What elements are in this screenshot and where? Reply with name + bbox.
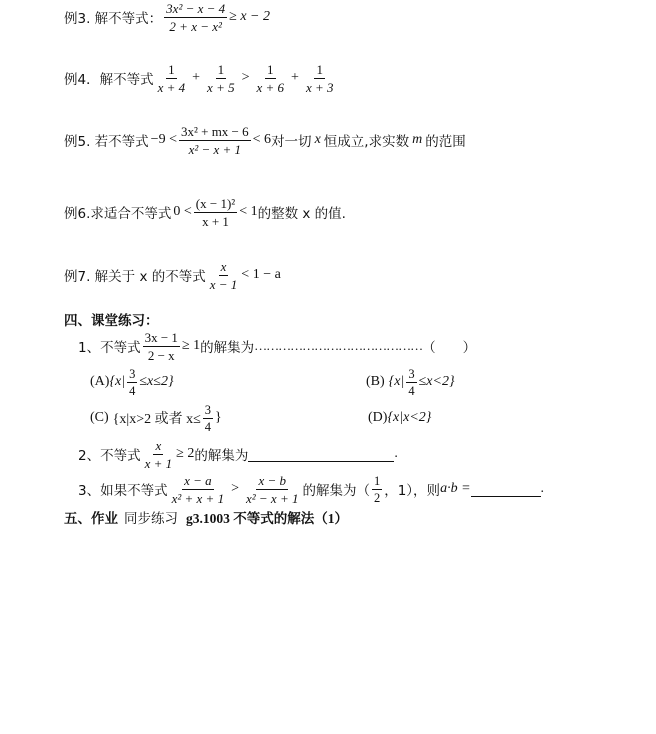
example-3-rhs: ≥ x − 2 [229, 9, 271, 24]
dotted-leader: …………………………………… [254, 338, 423, 353]
exercise-2: 2、不等式 $\frac{x}{x + 1}$ ≥ 2 的解集为 . [78, 437, 398, 471]
answer-blank-3[interactable] [471, 482, 541, 497]
example-3-label: 例3. 解不等式： [64, 11, 163, 27]
exercise-2-fraction: $\frac{x}{x + 1}$ [144, 437, 173, 471]
answer-blank-2[interactable] [248, 447, 394, 462]
exercise-3-fraction-1: $\frac{x - a}{\text{x² + x + 1}}$ [171, 472, 225, 506]
option-b: (B) {x| $\frac{3}{4}$ ≤x<2} [366, 366, 455, 398]
example-3-fraction: $\frac{\text{3x² − x − 4}}{\text{2 + x − x²}}$ [166, 0, 226, 34]
one-half: $\frac{1}{2}$ [373, 473, 381, 505]
example-3 [64, 0, 270, 34]
example-4-term-1: $\frac{1}{x + 4}$ [157, 61, 186, 95]
section-4-title: 四、课堂练习： [64, 313, 159, 329]
example-5-fraction: $\frac{\text{3x² + mx − 6}}{\text{x² − x + 1}}$ [180, 123, 249, 157]
example-4-term-2: $\frac{1}{x + 5}$ [207, 61, 235, 95]
example-4-label: 例4．解不等式 [64, 72, 154, 88]
example-4-term-3: $\frac{1}{x + 6}$ [256, 61, 285, 95]
exercise-1-fraction: $\frac{3x - 1}{2 - x}$ [144, 329, 178, 363]
option-d: (D) {x|x<2} [368, 410, 432, 425]
exercise-3: 3、如果不等式 $\frac{x - a}{\text{x² + x + 1}}$ > $\frac{x - b}{\text{x² − x + 1}}$ 的解集为（ $\frac{1}{2}$ ，1），则 a·b = . [78, 472, 545, 506]
exercise-1: 1、不等式 $\frac{3x - 1}{2 - x}$ ≥ 1 的解集为 …………………………………… （ ） [78, 329, 477, 363]
section-5-code: g3.1003 不等式的解法（1） [186, 511, 348, 526]
option-a: (A) {x| $\frac{3}{4}$ ≤x≤2} [90, 366, 174, 398]
example-5: 例5. 若不等式 −9 < $\frac{\text{3x² + mx − 6}}{\text{x² − x + 1}}$ < 6 对一切 x 恒成立,求实数 m 的范围 [64, 123, 466, 157]
example-6-fraction: $\frac{\text{(x − 1)²}}{x + 1}$ [195, 195, 236, 229]
section-4-heading [64, 309, 159, 329]
example-7-label: 例7. 解关于 x 的不等式 [64, 269, 206, 285]
example-6: 例6.求适合不等式 0 < $\frac{\text{(x − 1)²}}{x + 1}$ < 1 的整数 x 的值. [64, 195, 346, 229]
section-5-title: 五、作业 [64, 511, 118, 527]
option-c: (C) {x|x>2 或者 x≤ $\frac{3}{4}$ } [90, 402, 222, 434]
example-7-fraction: $\frac{x}{x - 1}$ [209, 258, 238, 292]
exercise-3-fraction-2: $\frac{x - b}{\text{x² − x + 1}}$ [245, 472, 299, 506]
section-5-heading [64, 507, 348, 527]
example-5-label: 例5. 若不等式 [64, 134, 149, 150]
example-6-label: 例6.求适合不等式 [64, 206, 172, 222]
example-4: 例4．解不等式 $\frac{1}{x + 4}$ + $\frac{1}{x + 5}$ > $\frac{1}{x + 6}$ + $\frac{1}{x + 3}$ [64, 61, 334, 95]
example-7: 例7. 解关于 x 的不等式 $\frac{x}{x - 1}$ < 1 − a [64, 258, 281, 292]
example-4-term-4: $\frac{1}{x + 3}$ [305, 61, 334, 95]
answer-paren: （ ） [422, 340, 477, 356]
section-5-sub: 同步练习 [124, 511, 178, 527]
